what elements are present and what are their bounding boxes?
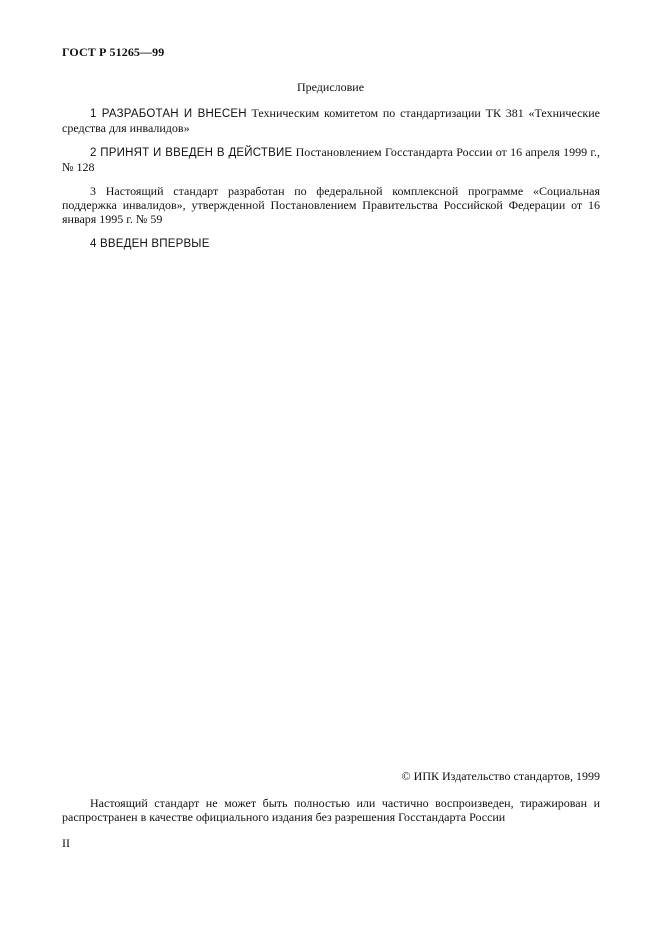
preface-item-2 <box>62 145 600 174</box>
page-number: II <box>62 836 70 850</box>
preface-item-3 <box>62 184 600 226</box>
copyright-line: © ИПК Издательство стандартов, 1999 <box>401 769 600 783</box>
item-4-lead: 4 ВВЕДЕН ВПЕРВЫЕ <box>90 238 210 250</box>
item-1-text: Техническим комитетом по стандартизации ТК 381 «Технические средства для инвалидов» <box>62 106 600 135</box>
page-title: Предисловие <box>296 80 365 94</box>
item-2-lead: 2 ПРИНЯТ И ВВЕДЕН В ДЕЙСТВИЕ <box>90 147 293 159</box>
reproduction-notice: Настоящий стандарт не может быть полностью или частично воспроизведен, тиражирован и распространен в качестве официального издания без разрешения Госстандарта России <box>62 796 600 824</box>
standard-code: ГОСТ Р 51265—99 <box>62 45 165 59</box>
item-2-text: Постановлением Госстандарта России от 16 апреля 1999 г., № 128 <box>62 145 600 174</box>
item-1-lead: 1 РАЗРАБОТАН И ВНЕСЕН <box>90 108 247 120</box>
preface-item-1 <box>62 106 600 135</box>
preface-item-4 <box>62 236 600 251</box>
item-3-text: 3 Настоящий стандарт разработан по федеральной комплексной программе «Социальная поддержка инвалидов», утвержденной Постановлением Правительства Российской Федерации от 16 января 1995 г. № 59 <box>62 184 600 226</box>
